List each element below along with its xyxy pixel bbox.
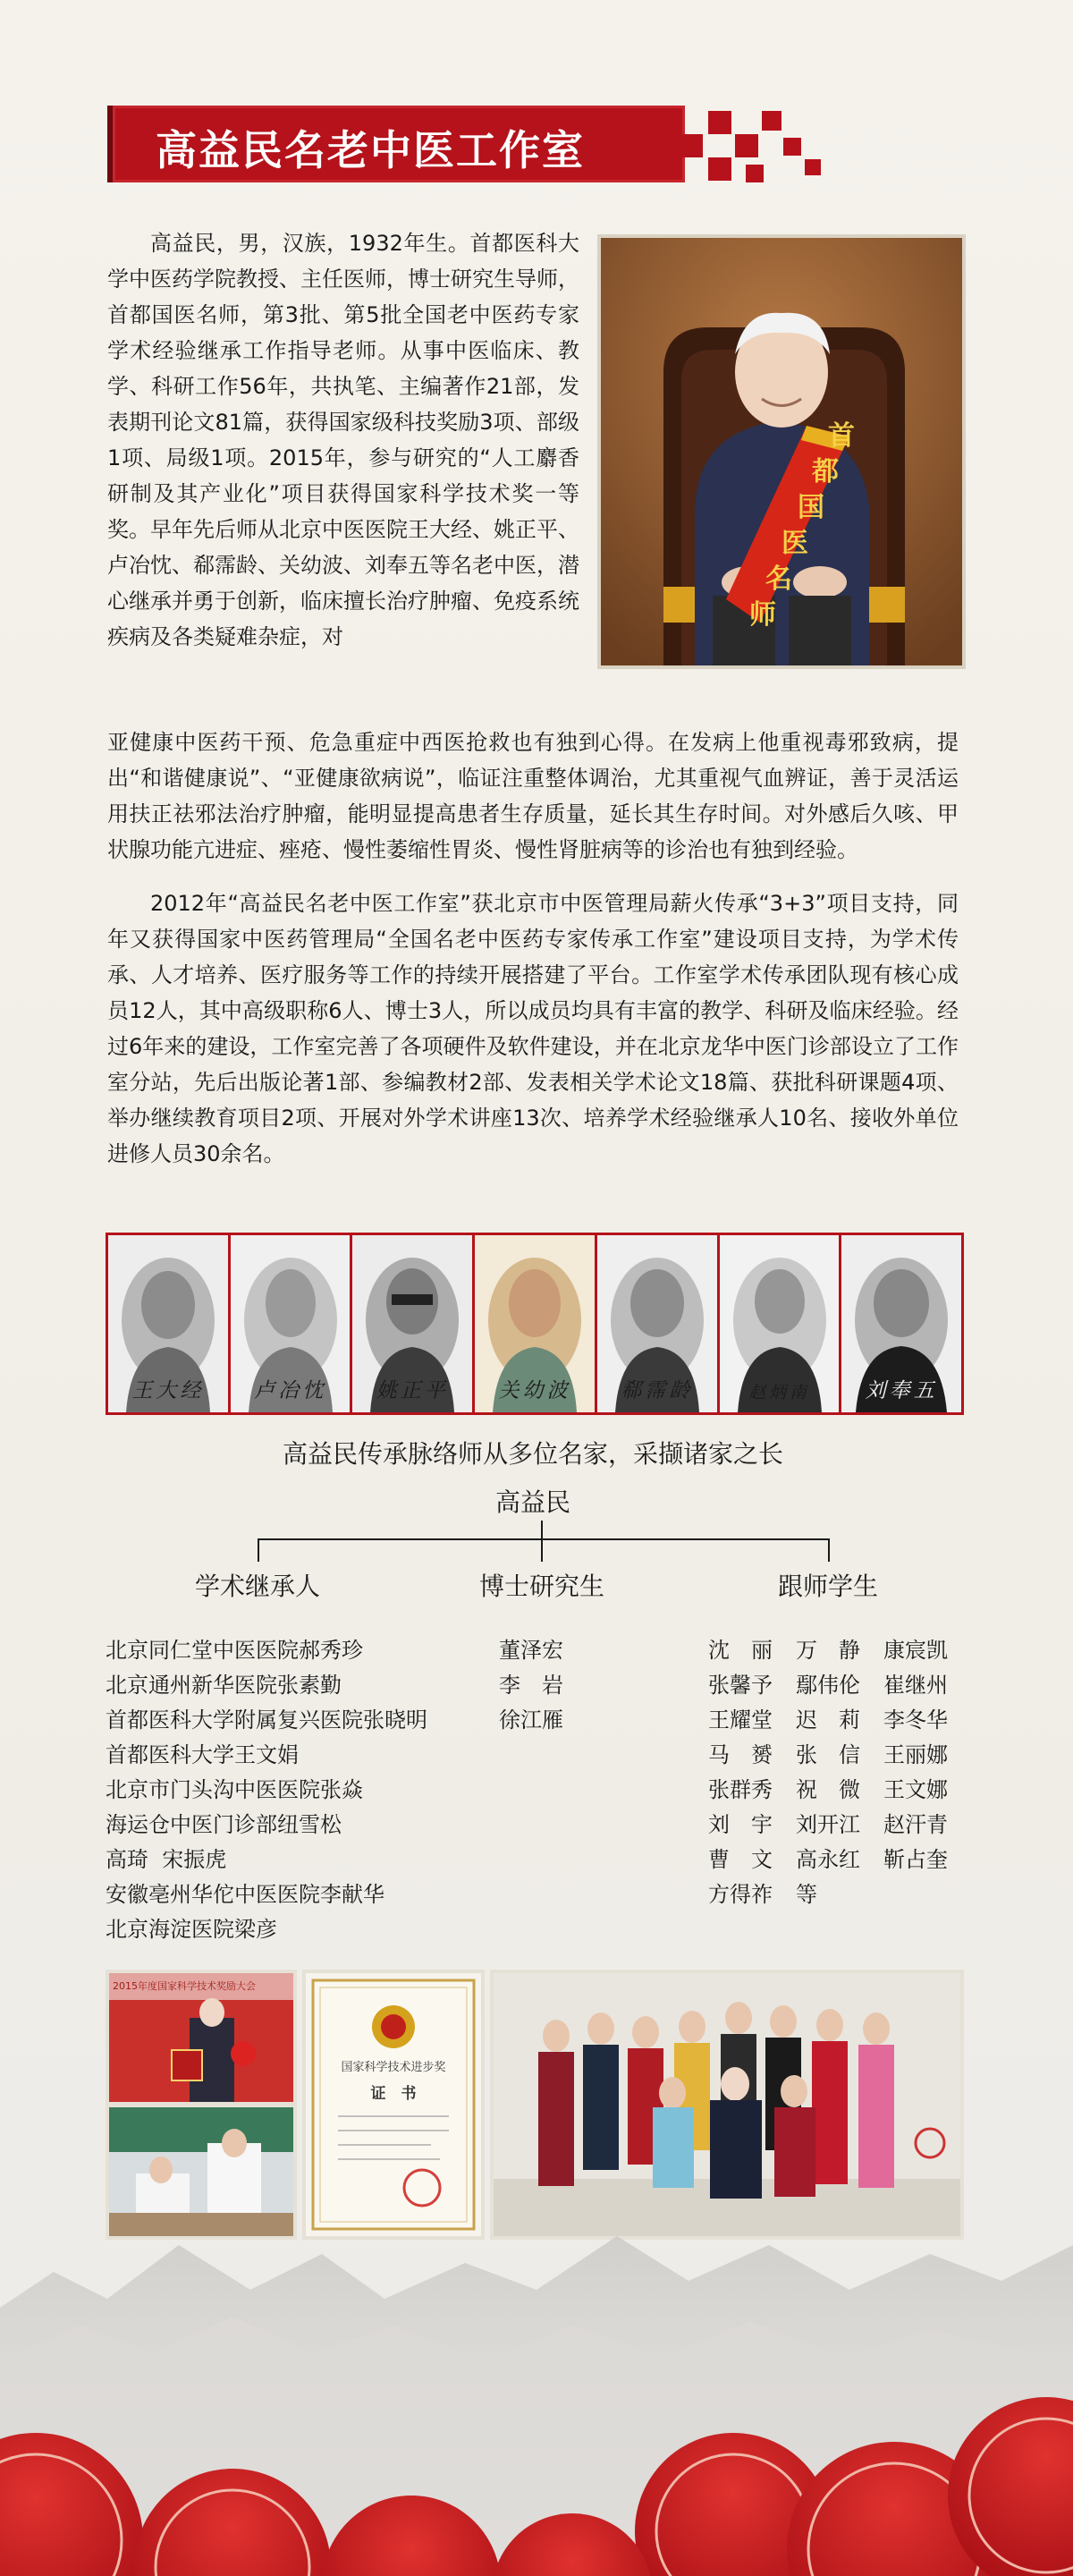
- list-row: 马 赟 张 信 王丽娜: [708, 1742, 948, 1767]
- list-row: 王耀堂 迟 莉 李冬华: [708, 1707, 948, 1733]
- list-item: 北京通州新华医院张素勤: [106, 1673, 342, 1698]
- award-ceremony-photo: [106, 1970, 297, 2106]
- branch-label-academic-successors: 学术继承人: [194, 1572, 320, 1601]
- certificate-subtitle: 证 书: [370, 2085, 417, 2103]
- certificate-title: 国家科学技术进步奖: [341, 2061, 446, 2074]
- list-item: 北京同仁堂中医医院郝秀珍: [106, 1638, 363, 1663]
- title-banner: [107, 106, 685, 182]
- academic-successors-list: [106, 1633, 427, 1947]
- list-item: 首都医科大学附属复兴医院张晓明: [106, 1707, 427, 1733]
- portrait-photo: 首 都 国 医 名 师: [597, 234, 966, 669]
- intro-paragraph-1: 高益民，男，汉族，1932年生。首都医科大学中医药学院教授、主任医师，博士研究生导师，首都国医名师，第3批、第5批全国老中医药专家学术经验继承工作指导老师。从事中医临床、教学、科研工作56年，共执笔、主编著作21部，发表期刊论文81篇，获得国家级科技奖励3项、部级1项、局级1项。2015年，参与研究的“人工麝香研制及其产业化”项目获得国家科学技术奖一等奖。早年先后师从北京中医医院王大经、姚正平、卢冶忱、郗霈龄、关幼波、刘奉五等名老中医，潜心继承并勇于创新，临床擅长治疗肿瘤、免疫系统疾病及各类疑难杂症，对: [107, 231, 579, 649]
- list-row: 张馨予 鄢伟伦 崔继州: [708, 1673, 948, 1698]
- lineage-root: 高益民: [494, 1487, 570, 1517]
- master-portrait: [352, 1235, 475, 1412]
- lineage-heading: 高益民传承脉络师从多位名家，采撷诸家之长: [282, 1439, 783, 1469]
- branch-label-doctoral-students: 博士研究生: [478, 1572, 604, 1601]
- list-row: 刘 宇 刘开江 赵汗青: [708, 1812, 948, 1837]
- master-name: 郗霈龄: [621, 1379, 694, 1402]
- list-row: 曹 文 高永红 靳占奎: [708, 1847, 948, 1872]
- list-item: 徐江雁: [499, 1707, 563, 1733]
- list-row: 沈 丽 万 静 康宸凯: [708, 1638, 948, 1663]
- master-portrait: [475, 1235, 597, 1412]
- branch-label-apprentice-students: 跟师学生: [777, 1572, 878, 1601]
- master-name: 王大经: [131, 1379, 205, 1402]
- list-row: 张群秀 祝 微 王文娜: [708, 1777, 948, 1802]
- master-name: 关幼波: [498, 1379, 571, 1402]
- list-item: 北京海淀医院梁彦: [106, 1917, 277, 1942]
- list-item: 海运仓中医门诊部纽雪松: [106, 1812, 342, 1837]
- decorative-landscape: [0, 2147, 1073, 2576]
- master-portrait: [108, 1235, 231, 1412]
- list-item: 首都医科大学王文娟: [106, 1742, 299, 1767]
- master-name: 姚正平: [376, 1379, 449, 1402]
- master-portrait: [720, 1235, 842, 1412]
- master-name: 赵炳南: [748, 1383, 810, 1402]
- apprentice-students-list: [708, 1633, 971, 1912]
- masters-strip: [106, 1233, 964, 1415]
- master-name: 卢冶忱: [254, 1379, 327, 1402]
- master-portrait: [597, 1235, 720, 1412]
- intro-paragraph-2: 亚健康中医药干预、危急重症中西医抢救也有独到心得。在发病上他重视毒邪致病，提出“和谐健康说”、“亚健康欲病说”，临证注重整体调治，尤其重视气血辨证，善于灵活运用扶正祛邪法治疗肿瘤，能明显提高患者生存质量，延长其生存时间。对外感后久咳、甲状腺功能亢进症、痤疮、慢性萎缩性胃炎、慢性肾脏病等的诊治也有独到经验。: [107, 730, 959, 862]
- master-portrait: [231, 1235, 353, 1412]
- award-banner-text: 2015年度国家科学技术奖励大会: [113, 1980, 256, 1992]
- master-portrait: [841, 1235, 961, 1412]
- list-item: 李 岩: [499, 1673, 563, 1698]
- master-name: 刘奉五: [865, 1379, 938, 1402]
- list-row: 方得祚 等: [708, 1882, 817, 1907]
- list-item: 高琦 宋振虎: [106, 1847, 227, 1872]
- page-title: 高益民名老中医工作室: [156, 126, 585, 174]
- portrait-illustration: [601, 238, 962, 665]
- intro-paragraph-3: 2012年“高益民名老中医工作室”获北京市中医管理局薪火传承“3+3”项目支持，同年又获得国家中医药管理局“全国名老中医药专家传承工作室”建设项目支持，为学术传承、人才培养、医疗服务等工作的持续开展搭建了平台。工作室学术传承团队现有核心成员12人，其中高级职称6人、博士3人，所以成员均具有丰富的教学、科研及临床经验。经过6年来的建设，工作室完善了各项硬件及软件建设，并在北京龙华中医门诊部设立了工作室分站，先后出版论著1部、参编教材2部、发表相关学术论文18篇、获批科研课题4项、举办继续教育项目2项、开展对外学术讲座13次、培养学术经验继承人10名、接收外单位进修人员30余名。: [107, 891, 959, 1166]
- list-item: 北京市门头沟中医医院张焱: [106, 1777, 363, 1802]
- list-item: 董泽宏: [499, 1638, 563, 1663]
- doctoral-students-list: [499, 1633, 563, 1738]
- list-item: 安徽亳州华佗中医医院李献华: [106, 1882, 384, 1907]
